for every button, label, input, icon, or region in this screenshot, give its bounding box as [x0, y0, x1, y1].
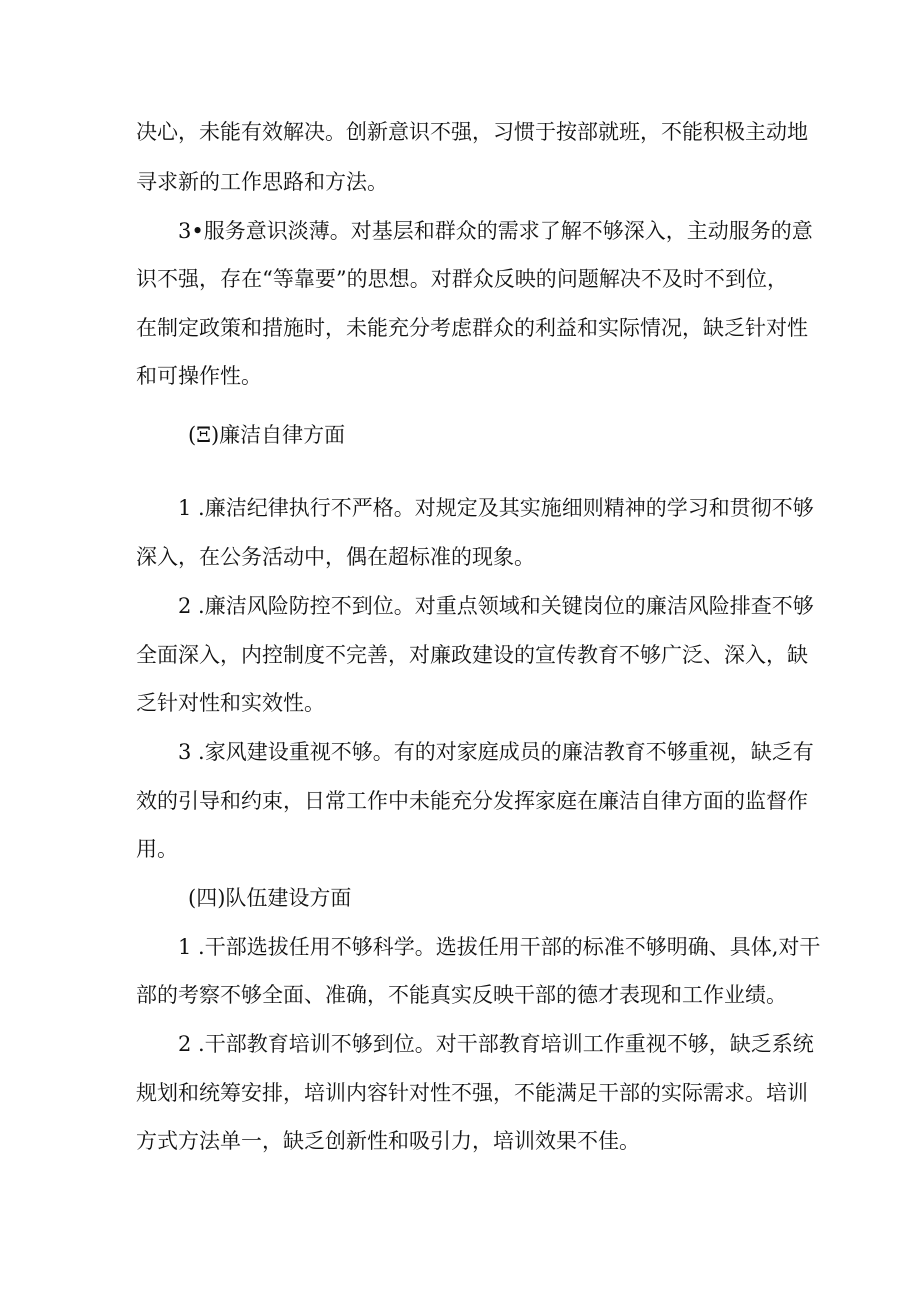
- text-line-3: 3•服务意识淡薄。对基层和群众的需求了解不够深入，主动服务的意: [178, 219, 813, 243]
- paragraph-line: [0, 1126, 920, 1156]
- text-line-4: 识不强，存在“等靠要”的思想。对群众反映的问题解决不及时不到位，: [136, 267, 788, 291]
- section-heading: [0, 883, 920, 913]
- paragraph-line: [0, 361, 920, 391]
- paragraph-line: [0, 216, 920, 246]
- paragraph-line: [0, 688, 920, 718]
- paragraph-line: [0, 1029, 920, 1059]
- paragraph-line: [0, 313, 920, 343]
- text-line-15: 用。: [136, 837, 178, 861]
- paragraph-line: [0, 640, 920, 670]
- paragraph-line: [0, 591, 920, 621]
- text-line-14: 效的引导和约束，日常工作中未能充分发挥家庭在廉洁自律方面的监督作: [136, 789, 808, 813]
- text-line-21: 方式方法单一，缺乏创新性和吸引力，培训效果不佳。: [136, 1129, 640, 1153]
- paragraph-line: [0, 264, 920, 294]
- paragraph-line: [0, 786, 920, 816]
- text-line-11: 全面深入，内控制度不完善，对廉政建设的宣传教育不够广泛、深入，缺: [136, 643, 808, 667]
- text-line-2: 寻求新的工作思路和方法。: [136, 170, 388, 194]
- text-line-20: 规划和统筹安排，培训内容针对性不强，不能满足干部的实际需求。培训: [136, 1081, 808, 1105]
- text-line-18: 部的考察不够全面、准确，不能真实反映干部的德才表现和工作业绩。: [136, 983, 787, 1007]
- text-line-8: 1 .廉洁纪律执行不严格。对规定及其实施细则精神的学习和贯彻不够: [178, 496, 814, 520]
- section-heading: [0, 420, 920, 450]
- paragraph-line: [0, 834, 920, 864]
- section-heading-3: (Ξ)廉洁自律方面: [188, 423, 346, 447]
- text-line-5: 在制定政策和措施时，未能充分考虑群众的利益和实际情况，缺乏针对性: [136, 316, 808, 340]
- section-heading-4: (四)队伍建设方面: [188, 886, 352, 910]
- text-line-10: 2 .廉洁风险防控不到位。对重点领域和关键岗位的廉洁风险排查不够: [178, 594, 814, 618]
- paragraph-line: [0, 1078, 920, 1108]
- paragraph-line: [0, 493, 920, 523]
- paragraph-line: [0, 167, 920, 197]
- text-line-12: 乏针对性和实效性。: [136, 691, 325, 715]
- paragraph-line: [0, 117, 920, 147]
- text-line-9: 深入，在公务活动中，偶在超标准的现象。: [136, 545, 535, 569]
- text-line-6: 和可操作性。: [136, 364, 262, 388]
- text-line-13: 3 .家风建设重视不够。有的对家庭成员的廉洁教育不够重视，缺乏有: [178, 740, 814, 764]
- paragraph-line: [0, 737, 920, 767]
- text-line-1: 决心，未能有效解决。创新意识不强，习惯于按部就班，不能积极主动地: [136, 120, 808, 144]
- paragraph-line: [0, 542, 920, 572]
- text-line-19: 2 .干部教育培训不够到位。对干部教育培训工作重视不够，缺乏系统: [178, 1032, 814, 1056]
- paragraph-line: [0, 980, 920, 1010]
- paragraph-line: [0, 932, 920, 962]
- text-line-17: 1 .干部选拔任用不够科学。选拔任用干部的标准不够明确、具体,对干: [178, 935, 821, 959]
